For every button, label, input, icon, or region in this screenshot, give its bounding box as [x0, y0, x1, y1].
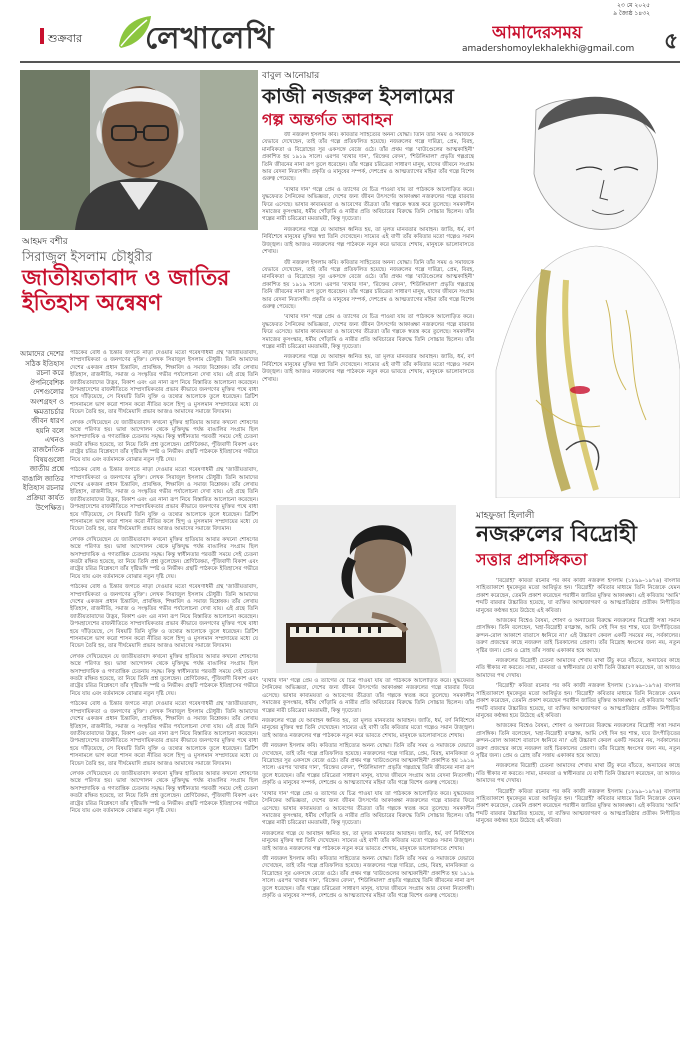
article-body-middle-top — [262, 132, 474, 500]
headline-right: নজরুলের বিদ্রোহী — [476, 522, 637, 547]
weekday-marker — [40, 28, 44, 44]
byline-right: মাহফুজা হিলালী — [476, 511, 535, 521]
paragraph: লেখক দেখিয়েছেন যে জাতীয়তাবাদ কখনো মুক্তির হাতিয়ার আবার কখনো শোষণের অস্ত্রে পরিণত হয়। ভাষা আন্দোলন থেকে মুক্তিযুদ্ধ পর্যন্ত বাঙালির সংগ্রাম ছিল অসাম্প্রদায়িক ও গণতান্ত্রিক চেতনায় সমৃদ্ধ। কিন্তু স্বাধীনতার পরবর্তী সময়ে সেই চেতনা কতটা রক্ষিত হয়েছে, তা নিয়ে তিনি প্রশ্ন তুলেছেন। শ্রেণিবৈষম্য, পুঁজিবাদী বিকাশ এবং রাষ্ট্রের চরিত্র বিশ্লেষণে তাঁর দৃষ্টিভঙ্গি স্পষ্ট ও নির্ভীক। গ্রন্থটি পাঠককে ইতিহাসের গভীরে নিয়ে যায় এবং বর্তমানকে বোঝার নতুন দৃষ্টি দেয়। — [70, 770, 258, 814]
nazrul-sketch-art — [476, 70, 680, 498]
paragraph: লেখক দেখিয়েছেন যে জাতীয়তাবাদ কখনো মুক্তির হাতিয়ার আবার কখনো শোষণের অস্ত্রে পরিণত হয়। ভাষা আন্দোলন থেকে মুক্তিযুদ্ধ পর্যন্ত বাঙালির সংগ্রাম ছিল অসাম্প্রদায়িক ও গণতান্ত্রিক চেতনায় সমৃদ্ধ। কিন্তু স্বাধীনতার পরবর্তী সময়ে সেই চেতনা কতটা রক্ষিত হয়েছে, তা নিয়ে তিনি প্রশ্ন তুলেছেন। শ্রেণিবৈষম্য, পুঁজিবাদী বিকাশ এবং রাষ্ট্রের চরিত্র বিশ্লেষণে তাঁর দৃষ্টিভঙ্গি স্পষ্ট ও নির্ভীক। গ্রন্থটি পাঠককে ইতিহাসের গভীরে নিয়ে যায় এবং বর্তমানকে বোঝার নতুন দৃষ্টি দেয়। — [70, 419, 258, 463]
date-bengali: ৯ জ্যৈষ্ঠ ১৪৩২ — [613, 10, 650, 17]
paragraph: 'বিদ্রোহী' কবিতা রচনার পর কবি কাজী নজরুল ইসলাম (১৮৯৯–১৯৭৬) বাংলার সাহিত্যাকাশে ধূমকেতুর মতো আবির্ভূত হন। 'বিদ্রোহী' কবিতার মাধ্যমে তিনি নিজেকে যেমন প্রকাশ করেছেন, তেমনি প্রকাশ করেছেন পরাধীন জাতির মুক্তির আকাঙ্ক্ষা। এই কবিতায় 'আমি' শব্দটি বারবার উচ্চারিত হয়েছে, যা ব্যক্তির আত্মজাগরণ ও আত্মপ্রতিষ্ঠার প্রতীক। নিপীড়িত মানুষের কণ্ঠস্বর হয়ে উঠেছে এই কবিতা। — [476, 578, 680, 614]
paragraph: 'ব্যথার দান' গল্পে প্রেম ও ত্যাগের যে চিত্র পাওয়া যায় তা পাঠককে আলোড়িত করে। যুদ্ধফেরত সৈনিকের অভিজ্ঞতা, দেশের জন্য জীবন উৎসর্গের আকাঙ্ক্ষা নজরুলের গল্পে বারবার ফিরে এসেছে। ভাষার কাব্যময়তা ও আবেগের তীব্রতা তাঁর গল্পকে স্বতন্ত্র করে তুলেছে। সমকালীন সমাজের কুসংস্কার, ধর্মীয় গোঁড়ামি ও নারীর প্রতি অবিচারের বিরুদ্ধে তিনি সোচ্চার ছিলেন। তাঁর গল্পের নারী চরিত্রেরা মমতাময়ী, কিন্তু দৃঢ়চেতা। — [262, 186, 474, 223]
byline-middle: বাবুল আনোয়ার — [262, 71, 320, 81]
section-logo — [115, 12, 330, 56]
paragraph: পাঠকের বোধ ও চিন্তার জগতে নাড়া দেওয়ার মতো গবেষণাধর্মী গ্রন্থ 'জাতীয়তাবাদ, সাম্প্রদায়িকতা ও জনগণের মুক্তি'। লেখক সিরাজুল ইসলাম চৌধুরী। তিনি আমাদের দেশের একজন প্রধান চিন্তাবিদ, প্রাবন্ধিক, শিক্ষাবিদ ও সমাজ বিশ্লেষক। তাঁর লেখায় ইতিহাস, রাজনীতি, সমাজ ও সংস্কৃতির গভীর পর্যালোচনা দেখা যায়। এই গ্রন্থে তিনি জাতীয়তাবাদের উদ্ভব, বিকাশ এবং এর নানা রূপ নিয়ে বিস্তারিত আলোচনা করেছেন। উপমহাদেশের রাজনীতিতে সাম্প্রদায়িকতার প্রভাব কীভাবে জনগণের মুক্তির পথে বাধা হয়ে দাঁড়িয়েছে, সে বিষয়টি তিনি যুক্তি ও তথ্যের আলোকে তুলে ধরেছেন। ব্রিটিশ শাসনামলে ভাগ করো শাসন করো নীতির ফলে হিন্দু ও মুসলমান সম্প্রদায়ের মধ্যে যে বিভেদ তৈরি হয়, তার দীর্ঘমেয়াদি প্রভাব আজও আমাদের সমাজে বিদ্যমান। — [70, 350, 258, 416]
paragraph: 'ব্যথার দান' গল্পে প্রেম ও ত্যাগের যে চিত্র পাওয়া যায় তা পাঠককে আলোড়িত করে। যুদ্ধফেরত সৈনিকের অভিজ্ঞতা, দেশের জন্য জীবন উৎসর্গের আকাঙ্ক্ষা নজরুলের গল্পে বারবার ফিরে এসেছে। ভাষার কাব্যময়তা ও আবেগের তীব্রতা তাঁর গল্পকে স্বতন্ত্র করে তুলেছে। সমকালীন সমাজের কুসংস্কার, ধর্মীয় গোঁড়ামি ও নারীর প্রতি অবিচারের বিরুদ্ধে তিনি সোচ্চার ছিলেন। তাঁর গল্পের নারী চরিত্রেরা মমতাময়ী, কিন্তু দৃঢ়চেতা। — [262, 678, 474, 714]
nazrul-musician-photo — [276, 505, 456, 673]
email-address[interactable]: amadershomoylekhalekhi@gmail.com — [462, 44, 635, 54]
paragraph: 'বিদ্রোহী' কবিতা রচনার পর কবি কাজী নজরুল ইসলাম (১৮৯৯–১৯৭৬) বাংলার সাহিত্যাকাশে ধূমকেতুর মতো আবির্ভূত হন। 'বিদ্রোহী' কবিতার মাধ্যমে তিনি নিজেকে যেমন প্রকাশ করেছেন, তেমনি প্রকাশ করেছেন পরাধীন জাতির মুক্তির আকাঙ্ক্ষা। এই কবিতায় 'আমি' শব্দটি বারবার উচ্চারিত হয়েছে, যা ব্যক্তির আত্মজাগরণ ও আত্মপ্রতিষ্ঠার প্রতীক। নিপীড়িত মানুষের কণ্ঠস্বর হয়ে উঠেছে এই কবিতা। — [476, 788, 680, 825]
paragraph: নজরুলের গল্পে যে আবাহন ধ্বনিত হয়, তা মূলত মানবতার আবাহন। জাতি, ধর্ম, বর্ণ নির্বিশেষে মানুষের মুক্তির স্বপ্ন তিনি দেখেছেন। সাম্যের এই বাণী তাঁর কবিতার মতো গল্পেও সমান উজ্জ্বল। তাই আজও নজরুলের গল্প পাঠককে নতুন করে ভাবতে শেখায়, মানুষকে ভালোবাসতে শেখায়। — [262, 718, 474, 739]
paragraph: পাঠকের বোধ ও চিন্তার জগতে নাড়া দেওয়ার মতো গবেষণাধর্মী গ্রন্থ 'জাতীয়তাবাদ, সাম্প্রদায়িকতা ও জনগণের মুক্তি'। লেখক সিরাজুল ইসলাম চৌধুরী। তিনি আমাদের দেশের একজন প্রধান চিন্তাবিদ, প্রাবন্ধিক, শিক্ষাবিদ ও সমাজ বিশ্লেষক। তাঁর লেখায় ইতিহাস, রাজনীতি, সমাজ ও সংস্কৃতির গভীর পর্যালোচনা দেখা যায়। এই গ্রন্থে তিনি জাতীয়তাবাদের উদ্ভব, বিকাশ এবং এর নানা রূপ নিয়ে বিস্তারিত আলোচনা করেছেন। উপমহাদেশের রাজনীতিতে সাম্প্রদায়িকতার প্রভাব কীভাবে জনগণের মুক্তির পথে বাধা হয়ে দাঁড়িয়েছে, সে বিষয়টি তিনি যুক্তি ও তথ্যের আলোকে তুলে ধরেছেন। ব্রিটিশ শাসনামলে ভাগ করো শাসন করো নীতির ফলে হিন্দু ও মুসলমান সম্প্রদায়ের মধ্যে যে বিভেদ তৈরি হয়, তার দীর্ঘমেয়াদি প্রভাব আজও আমাদের সমাজে বিদ্যমান। — [70, 584, 258, 650]
weekday-label: শুক্রবার — [48, 32, 83, 45]
date-gregorian: ২৩ মে ২০২৫ — [617, 2, 650, 9]
paragraph: নজরুলের গল্পে যে আবাহন ধ্বনিত হয়, তা মূলত মানবতার আবাহন। জাতি, ধর্ম, বর্ণ নির্বিশেষে মানুষের মুক্তির স্বপ্ন তিনি দেখেছেন। সাম্যের এই বাণী তাঁর কবিতার মতো গল্পেও সমান উজ্জ্বল। তাই আজও নজরুলের গল্প পাঠককে নতুন করে ভাবতে শেখায়, মানুষকে ভালোবাসতে শেখায়। — [262, 354, 474, 383]
kicker-left: সিরাজুল ইসলাম চৌধুরীর — [22, 250, 153, 265]
paragraph: পাঠকের বোধ ও চিন্তার জগতে নাড়া দেওয়ার মতো গবেষণাধর্মী গ্রন্থ 'জাতীয়তাবাদ, সাম্প্রদায়িকতা ও জনগণের মুক্তি'। লেখক সিরাজুল ইসলাম চৌধুরী। তিনি আমাদের দেশের একজন প্রধান চিন্তাবিদ, প্রাবন্ধিক, শিক্ষাবিদ ও সমাজ বিশ্লেষক। তাঁর লেখায় ইতিহাস, রাজনীতি, সমাজ ও সংস্কৃতির গভীর পর্যালোচনা দেখা যায়। এই গ্রন্থে তিনি জাতীয়তাবাদের উদ্ভব, বিকাশ এবং এর নানা রূপ নিয়ে বিস্তারিত আলোচনা করেছেন। উপমহাদেশের রাজনীতিতে সাম্প্রদায়িকতার প্রভাব কীভাবে জনগণের মুক্তির পথে বাধা হয়ে দাঁড়িয়েছে, সে বিষয়টি তিনি যুক্তি ও তথ্যের আলোকে তুলে ধরেছেন। ব্রিটিশ শাসনামলে ভাগ করো শাসন করো নীতির ফলে হিন্দু ও মুসলমান সম্প্রদায়ের মধ্যে যে বিভেদ তৈরি হয়, তার দীর্ঘমেয়াদি প্রভাব আজও আমাদের সমাজে বিদ্যমান। — [70, 467, 258, 533]
paragraph: আজকের বিশ্বেও বৈষম্য, শোষণ ও অন্যায়ের বিরুদ্ধে নজরুলের বিদ্রোহী সত্তা সমান প্রাসঙ্গিক। তিনি বলেছেন, 'মহা-বিদ্রোহী রণক্লান্ত, আমি সেই দিন হব শান্ত, যবে উৎপীড়িতের ক্রন্দন-রোল আকাশে বাতাসে ধ্বনিবে না।' এই উচ্চারণ কেবল একটি সময়ের নয়, সর্বকালের। তরুণ প্রজন্মের কাছে নজরুল তাই চিরকালের প্রেরণা। তাঁর বিদ্রোহ ধ্বংসের জন্য নয়, নতুন সৃষ্টির জন্য। প্রেম ও দ্রোহ তাঁর সত্তায় একাকার হয়ে আছে। — [476, 618, 680, 654]
page-number: ৫ — [664, 29, 679, 54]
paragraph: জী নজরুল ইসলাম কবি। কবিতার সাহিত্যের অনন্য যোদ্ধা। তিনি তাঁর সময় ও সমাজকে যেভাবে দেখেছেন, তাই তাঁর গল্পে প্রতিফলিত হয়েছে। নজরুলের গল্পে দারিদ্র্য, প্রেম, বিরহ, মানবিকতা ও বিদ্রোহের সুর একসঙ্গে বেজে ওঠে। তাঁর প্রথম গল্প 'বাউণ্ডেলের আত্মকাহিনী' প্রকাশিত হয় ১৯১৯ সালে। এরপর 'ব্যথার দান', 'রিক্তের বেদন', 'শিউলিমালা' প্রভৃতি গল্পগ্রন্থে তিনি জীবনের নানা রূপ তুলে ধরেছেন। তাঁর গল্পের চরিত্রেরা সাধারণ মানুষ, যাদের জীবনে সংগ্রাম আর বেদনা নিত্যসঙ্গী। প্রকৃতি ও মানুষের সম্পর্ক, দেশপ্রেম ও আত্মত্যাগের মহিমা তাঁর গল্পে বিশেষ গুরুত্ব পেয়েছে। — [262, 743, 474, 787]
issue-date — [540, 2, 650, 18]
article-body-middle-bottom — [262, 678, 474, 1040]
paragraph: 'ব্যথার দান' গল্পে প্রেম ও ত্যাগের যে চিত্র পাওয়া যায় তা পাঠককে আলোড়িত করে। যুদ্ধফেরত সৈনিকের অভিজ্ঞতা, দেশের জন্য জীবন উৎসর্গের আকাঙ্ক্ষা নজরুলের গল্পে বারবার ফিরে এসেছে। ভাষার কাব্যময়তা ও আবেগের তীব্রতা তাঁর গল্পকে স্বতন্ত্র করে তুলেছে। সমকালীন সমাজের কুসংস্কার, ধর্মীয় গোঁড়ামি ও নারীর প্রতি অবিচারের বিরুদ্ধে তিনি সোচ্চার ছিলেন। তাঁর গল্পের নারী চরিত্রেরা মমতাময়ী, কিন্তু দৃঢ়চেতা। — [262, 314, 474, 350]
nazrul-sketch-illustration — [476, 70, 680, 498]
section-title: লেখালেখি — [145, 21, 275, 56]
paragraph: লেখক দেখিয়েছেন যে জাতীয়তাবাদ কখনো মুক্তির হাতিয়ার আবার কখনো শোষণের অস্ত্রে পরিণত হয়। ভাষা আন্দোলন থেকে মুক্তিযুদ্ধ পর্যন্ত বাঙালির সংগ্রাম ছিল অসাম্প্রদায়িক ও গণতান্ত্রিক চেতনায় সমৃদ্ধ। কিন্তু স্বাধীনতার পরবর্তী সময়ে সেই চেতনা কতটা রক্ষিত হয়েছে, তা নিয়ে তিনি প্রশ্ন তুলেছেন। শ্রেণিবৈষম্য, পুঁজিবাদী বিকাশ এবং রাষ্ট্রের চরিত্র বিশ্লেষণে তাঁর দৃষ্টিভঙ্গি স্পষ্ট ও নির্ভীক। গ্রন্থটি পাঠককে ইতিহাসের গভীরে নিয়ে যায় এবং বর্তমানকে বোঝার নতুন দৃষ্টি দেয়। — [70, 653, 258, 697]
paragraph: আজকের বিশ্বেও বৈষম্য, শোষণ ও অন্যায়ের বিরুদ্ধে নজরুলের বিদ্রোহী সত্তা সমান প্রাসঙ্গিক। তিনি বলেছেন, 'মহা-বিদ্রোহী রণক্লান্ত, আমি সেই দিন হব শান্ত, যবে উৎপীড়িতের ক্রন্দন-রোল আকাশে বাতাসে ধ্বনিবে না।' এই উচ্চারণ কেবল একটি সময়ের নয়, সর্বকালের। তরুণ প্রজন্মের কাছে নজরুল তাই চিরকালের প্রেরণা। তাঁর বিদ্রোহ ধ্বংসের জন্য নয়, নতুন সৃষ্টির জন্য। প্রেম ও দ্রোহ তাঁর সত্তায় একাকার হয়ে আছে। — [476, 723, 680, 759]
paragraph: লেখক দেখিয়েছেন যে জাতীয়তাবাদ কখনো মুক্তির হাতিয়ার আবার কখনো শোষণের অস্ত্রে পরিণত হয়। ভাষা আন্দোলন থেকে মুক্তিযুদ্ধ পর্যন্ত বাঙালির সংগ্রাম ছিল অসাম্প্রদায়িক ও গণতান্ত্রিক চেতনায় সমৃদ্ধ। কিন্তু স্বাধীনতার পরবর্তী সময়ে সেই চেতনা কতটা রক্ষিত হয়েছে, তা নিয়ে তিনি প্রশ্ন তুলেছেন। শ্রেণিবৈষম্য, পুঁজিবাদী বিকাশ এবং রাষ্ট্রের চরিত্র বিশ্লেষণে তাঁর দৃষ্টিভঙ্গি স্পষ্ট ও নির্ভীক। গ্রন্থটি পাঠককে ইতিহাসের গভীরে নিয়ে যায় এবং বর্তমানকে বোঝার নতুন দৃষ্টি দেয়। — [70, 536, 258, 580]
paragraph: জী নজরুল ইসলাম কবি। কবিতার সাহিত্যের অনন্য যোদ্ধা। তিনি তাঁর সময় ও সমাজকে যেভাবে দেখেছেন, তাই তাঁর গল্পে প্রতিফলিত হয়েছে। নজরুলের গল্পে দারিদ্র্য, প্রেম, বিরহ, মানবিকতা ও বিদ্রোহের সুর একসঙ্গে বেজে ওঠে। তাঁর প্রথম গল্প 'বাউণ্ডেলের আত্মকাহিনী' প্রকাশিত হয় ১৯১৯ সালে। এরপর 'ব্যথার দান', 'রিক্তের বেদন', 'শিউলিমালা' প্রভৃতি গল্পগ্রন্থে তিনি জীবনের নানা রূপ তুলে ধরেছেন। তাঁর গল্পের চরিত্রেরা সাধারণ মানুষ, যাদের জীবনে সংগ্রাম আর বেদনা নিত্যসঙ্গী। প্রকৃতি ও মানুষের সম্পর্ক, দেশপ্রেম ও আত্মত্যাগের মহিমা তাঁর গল্পে বিশেষ গুরুত্ব পেয়েছে। — [262, 855, 474, 899]
article-body-right — [476, 578, 680, 1040]
headline-middle: কাজী নজরুল ইসলামের — [262, 84, 454, 108]
paragraph: নজরুলের গল্পে যে আবাহন ধ্বনিত হয়, তা মূলত মানবতার আবাহন। জাতি, ধর্ম, বর্ণ নির্বিশেষে মানুষের মুক্তির স্বপ্ন তিনি দেখেছেন। সাম্যের এই বাণী তাঁর কবিতার মতো গল্পেও সমান উজ্জ্বল। তাই আজও নজরুলের গল্প পাঠককে নতুন করে ভাবতে শেখায়, মানুষকে ভালোবাসতে শেখায়। — [262, 830, 474, 852]
nazrul-harmonium-illustration — [276, 505, 456, 673]
portrait-illustration — [20, 70, 258, 230]
page-header — [0, 0, 700, 62]
newspaper-masthead: আমাদেরসময় — [492, 23, 582, 42]
author-portrait-photo — [20, 70, 258, 230]
paragraph: নজরুলের গল্পে যে আবাহন ধ্বনিত হয়, তা মূলত মানবতার আবাহন। জাতি, ধর্ম, বর্ণ নির্বিশেষে মানুষের মুক্তির স্বপ্ন তিনি দেখেছেন। সাম্যের এই বাণী তাঁর কবিতার মতো গল্পেও সমান উজ্জ্বল। তাই আজও নজরুলের গল্প পাঠককে নতুন করে ভাবতে শেখায়, মানুষকে ভালোবাসতে শেখায়। — [262, 226, 474, 256]
paragraph: 'বিদ্রোহী' কবিতা রচনার পর কবি কাজী নজরুল ইসলাম (১৮৯৯–১৯৭৬) বাংলার সাহিত্যাকাশে ধূমকেতুর মতো আবির্ভূত হন। 'বিদ্রোহী' কবিতার মাধ্যমে তিনি নিজেকে যেমন প্রকাশ করেছেন, তেমনি প্রকাশ করেছেন পরাধীন জাতির মুক্তির আকাঙ্ক্ষা। এই কবিতায় 'আমি' শব্দটি বারবার উচ্চারিত হয়েছে, যা ব্যক্তির আত্মজাগরণ ও আত্মপ্রতিষ্ঠার প্রতীক। নিপীড়িত মানুষের কণ্ঠস্বর হয়ে উঠেছে এই কবিতা। — [476, 683, 680, 719]
headline-left: জাতীয়তাবাদ ও জাতির ইতিহাস অন্বেষণ — [22, 266, 230, 316]
paragraph: নজরুলের বিদ্রোহী চেতনা আমাদের শেখায় মাথা উঁচু করে বাঁচতে, অন্যায়ের কাছে নতি স্বীকার না করতে। সাম্য, মানবতা ও স্বাধীনতার যে বাণী তিনি উচ্চারণ করেছেন, তা আজও আমাদের পথ দেখায়। — [476, 763, 680, 785]
paragraph: জী নজরুল ইসলাম কবি। কবিতার সাহিত্যের অনন্য যোদ্ধা। তিনি তাঁর সময় ও সমাজকে যেভাবে দেখেছেন, তাই তাঁর গল্পে প্রতিফলিত হয়েছে। নজরুলের গল্পে দারিদ্র্য, প্রেম, বিরহ, মানবিকতা ও বিদ্রোহের সুর একসঙ্গে বেজে ওঠে। তাঁর প্রথম গল্প 'বাউণ্ডেলের আত্মকাহিনী' প্রকাশিত হয় ১৯১৯ সালে। এরপর 'ব্যথার দান', 'রিক্তের বেদন', 'শিউলিমালা' প্রভৃতি গল্পগ্রন্থে তিনি জীবনের নানা রূপ তুলে ধরেছেন। তাঁর গল্পের চরিত্রেরা সাধারণ মানুষ, যাদের জীবনে সংগ্রাম আর বেদনা নিত্যসঙ্গী। প্রকৃতি ও মানুষের সম্পর্ক, দেশপ্রেম ও আত্মত্যাগের মহিমা তাঁর গল্পে বিশেষ গুরুত্ব পেয়েছে। — [262, 132, 474, 183]
subheadline-right: সত্তার প্রাসঙ্গিকতা — [476, 550, 588, 569]
paragraph: পাঠকের বোধ ও চিন্তার জগতে নাড়া দেওয়ার মতো গবেষণাধর্মী গ্রন্থ 'জাতীয়তাবাদ, সাম্প্রদায়িকতা ও জনগণের মুক্তি'। লেখক সিরাজুল ইসলাম চৌধুরী। তিনি আমাদের দেশের একজন প্রধান চিন্তাবিদ, প্রাবন্ধিক, শিক্ষাবিদ ও সমাজ বিশ্লেষক। তাঁর লেখায় ইতিহাস, রাজনীতি, সমাজ ও সংস্কৃতির গভীর পর্যালোচনা দেখা যায়। এই গ্রন্থে তিনি জাতীয়তাবাদের উদ্ভব, বিকাশ এবং এর নানা রূপ নিয়ে বিস্তারিত আলোচনা করেছেন। উপমহাদেশের রাজনীতিতে সাম্প্রদায়িকতার প্রভাব কীভাবে জনগণের মুক্তির পথে বাধা হয়ে দাঁড়িয়েছে, সে বিষয়টি তিনি যুক্তি ও তথ্যের আলোকে তুলে ধরেছেন। ব্রিটিশ শাসনামলে ভাগ করো শাসন করো নীতির ফলে হিন্দু ও মুসলমান সম্প্রদায়ের মধ্যে যে বিভেদ তৈরি হয়, তার দীর্ঘমেয়াদি প্রভাব আজও আমাদের সমাজে বিদ্যমান। — [70, 701, 258, 767]
byline-left: আহমদ বশীর — [22, 237, 68, 247]
article-body-left — [70, 350, 258, 1040]
header-divider — [20, 61, 680, 63]
subheadline-middle: গল্প অন্তর্গত আবাহন — [262, 110, 393, 129]
paragraph: 'ব্যথার দান' গল্পে প্রেম ও ত্যাগের যে চিত্র পাওয়া যায় তা পাঠককে আলোড়িত করে। যুদ্ধফেরত সৈনিকের অভিজ্ঞতা, দেশের জন্য জীবন উৎসর্গের আকাঙ্ক্ষা নজরুলের গল্পে বারবার ফিরে এসেছে। ভাষার কাব্যময়তা ও আবেগের তীব্রতা তাঁর গল্পকে স্বতন্ত্র করে তুলেছে। সমকালীন সমাজের কুসংস্কার, ধর্মীয় গোঁড়ামি ও নারীর প্রতি অবিচারের বিরুদ্ধে তিনি সোচ্চার ছিলেন। তাঁর গল্পের নারী চরিত্রেরা মমতাময়ী, কিন্তু দৃঢ়চেতা। — [262, 790, 474, 827]
paragraph: জী নজরুল ইসলাম কবি। কবিতার সাহিত্যের অনন্য যোদ্ধা। তিনি তাঁর সময় ও সমাজকে যেভাবে দেখেছেন, তাই তাঁর গল্পে প্রতিফলিত হয়েছে। নজরুলের গল্পে দারিদ্র্য, প্রেম, বিরহ, মানবিকতা ও বিদ্রোহের সুর একসঙ্গে বেজে ওঠে। তাঁর প্রথম গল্প 'বাউণ্ডেলের আত্মকাহিনী' প্রকাশিত হয় ১৯১৯ সালে। এরপর 'ব্যথার দান', 'রিক্তের বেদন', 'শিউলিমালা' প্রভৃতি গল্পগ্রন্থে তিনি জীবনের নানা রূপ তুলে ধরেছেন। তাঁর গল্পের চরিত্রেরা সাধারণ মানুষ, যাদের জীবনে সংগ্রাম আর বেদনা নিত্যসঙ্গী। প্রকৃতি ও মানুষের সম্পর্ক, দেশপ্রেম ও আত্মত্যাগের মহিমা তাঁর গল্পে বিশেষ গুরুত্ব পেয়েছে। — [262, 259, 474, 310]
pull-quote-left: আমাদের দেশের সঠিক ইতিহাস রচনা করে ঔপনিবেশিক দেশগুলোর অংশগ্রহণ ও ক্ষমতাচর্চার জীবন ধারণ হয়নি বলে এখনও রাজনৈতিক বিষয়গুলো জাতীয় প্রশ্নে বাঙালি জাতির ইতিহাস রচনার প্রক্রিয়া কার্যত উপেক্ষিত। — [20, 350, 64, 512]
paragraph: নজরুলের বিদ্রোহী চেতনা আমাদের শেখায় মাথা উঁচু করে বাঁচতে, অন্যায়ের কাছে নতি স্বীকার না করতে। সাম্য, মানবতা ও স্বাধীনতার যে বাণী তিনি উচ্চারণ করেছেন, তা আজও আমাদের পথ দেখায়। — [476, 658, 680, 679]
